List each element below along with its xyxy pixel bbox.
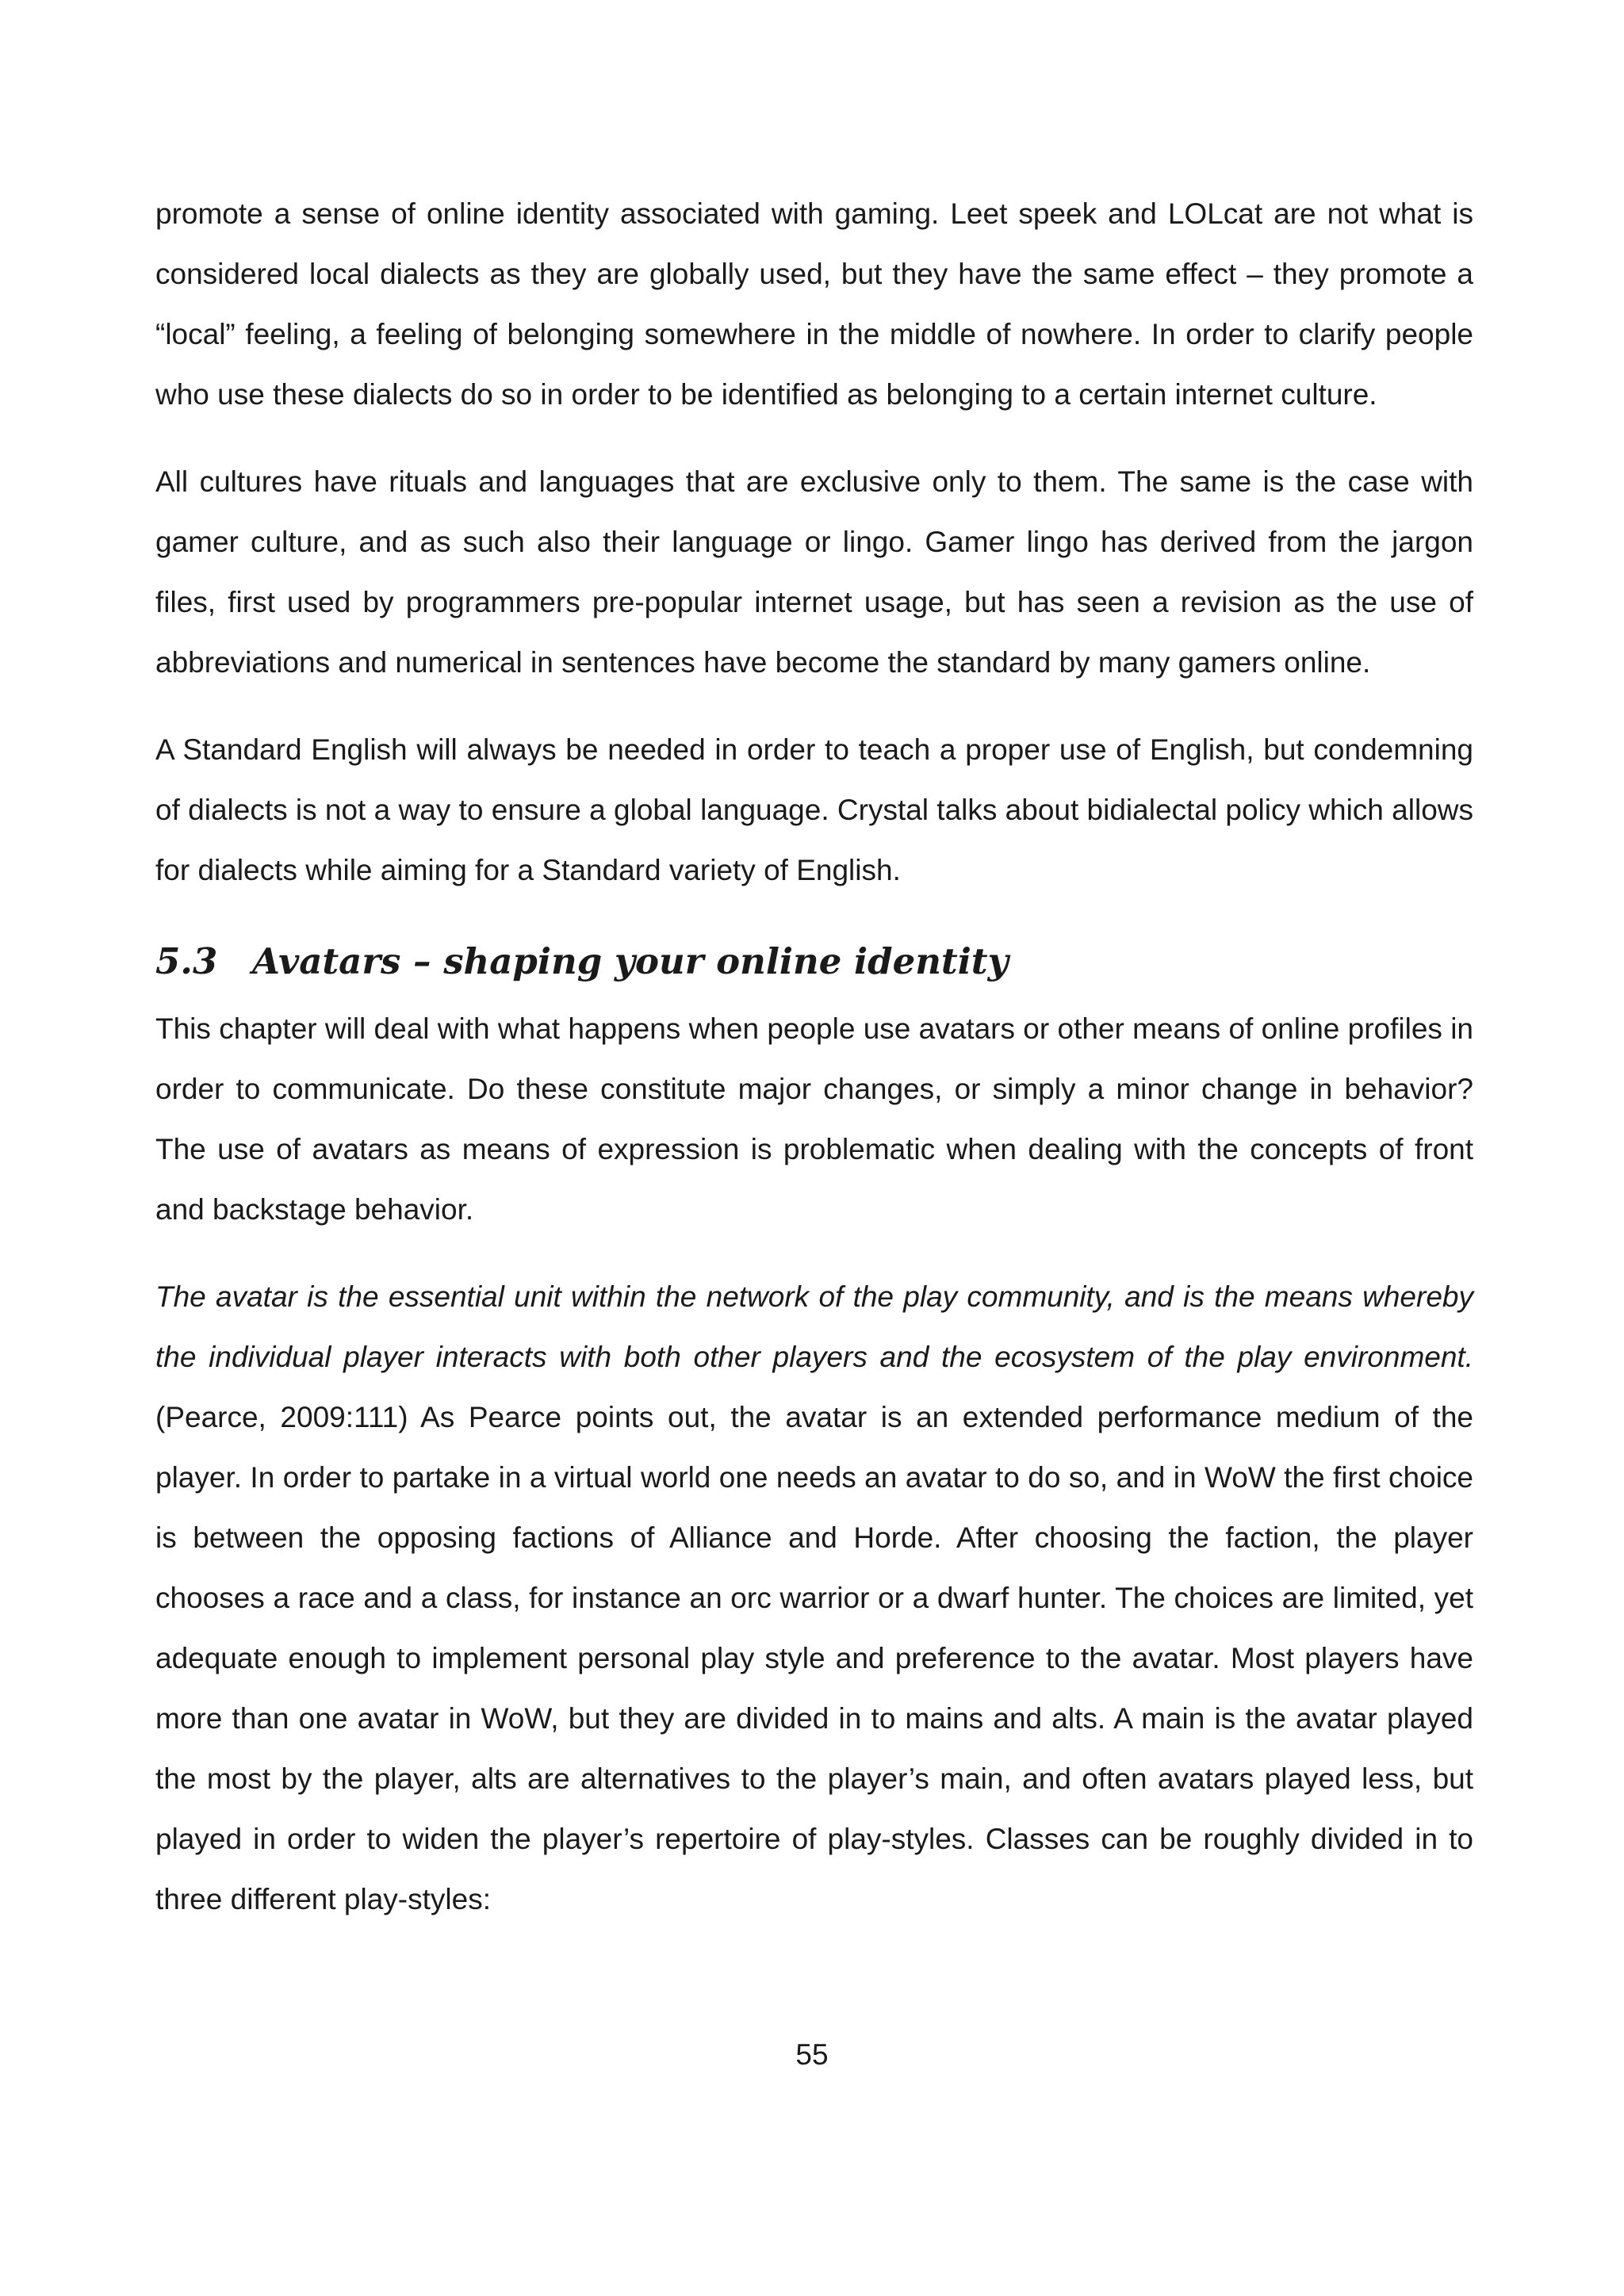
paragraph-avatar-body: (Pearce, 2009:111) As Pearce points out, the avatar is an extended performance medium of the player. In order to partake in a virtual world one needs an avatar to do so, and in WoW the first choice is between the opposing factions of Alliance and Horde. After choosing the faction, the player chooses a race and a class, for instance an orc warrior or a dwarf hunter. The choices are limited, yet adequate enough to implement personal play style and preference to the avatar. Most players have more than one avatar in WoW, but they are divided in to mains and alts. A main is the avatar played the most by the player, alts are alternatives to the player’s main, and often avatars played less, but played in order to widen the player’s repertoire of play-styles. Classes can be roughly divided in to three different play-styles: <box>155 1401 1473 1915</box>
document-body <box>155 184 1473 1957</box>
section-heading <box>155 934 1473 989</box>
paragraph-avatar-quote <box>155 1267 1473 1930</box>
paragraph-avatars-intro: This chapter will deal with what happens when people use avatars or other means of online profiles in order to communicate. Do these constitute major changes, or simply a minor change in behavior? The use of avatars as means of expression is problematic when dealing with the concepts of front and backstage behavior. <box>155 1012 1473 1226</box>
page-number: 55 <box>795 2038 829 2071</box>
paragraph-standard-english: A Standard English will always be needed in order to teach a proper use of English, but condemning of dialects is not a way to ensure a global language. Crystal talks about bidialectal policy which allows for dialects while aiming for a Standard variety of English. <box>155 733 1473 886</box>
section-number: 5.3 <box>155 940 218 982</box>
paragraph-gamer-lingo: All cultures have rituals and languages that are exclusive only to them. The same is the case with gamer culture, and as such also their language or lingo. Gamer lingo has derived from the jargon files, first used by programmers pre-popular internet usage, but has seen a revision as the use of abbreviations and numerical in sentences have become the standard by many gamers online. <box>155 465 1473 679</box>
paragraph-online-identity-dialects: promote a sense of online identity associated with gaming. Leet speek and LOLcat are not what is considered local dialects as they are globally used, but they have the same effect – they promote a “local” feeling, a feeling of belonging somewhere in the middle of nowhere. In order to clarify people who use these dialects do so in order to be identified as belonging to a certain internet culture. <box>155 197 1473 411</box>
block-quote-text: The avatar is the essential unit within the network of the play community, and is the means whereby the individual player interacts with both other players and the ecosystem of the play environment. <box>155 1280 1473 1373</box>
section-title: Avatars – shaping your online identity <box>252 940 1009 982</box>
